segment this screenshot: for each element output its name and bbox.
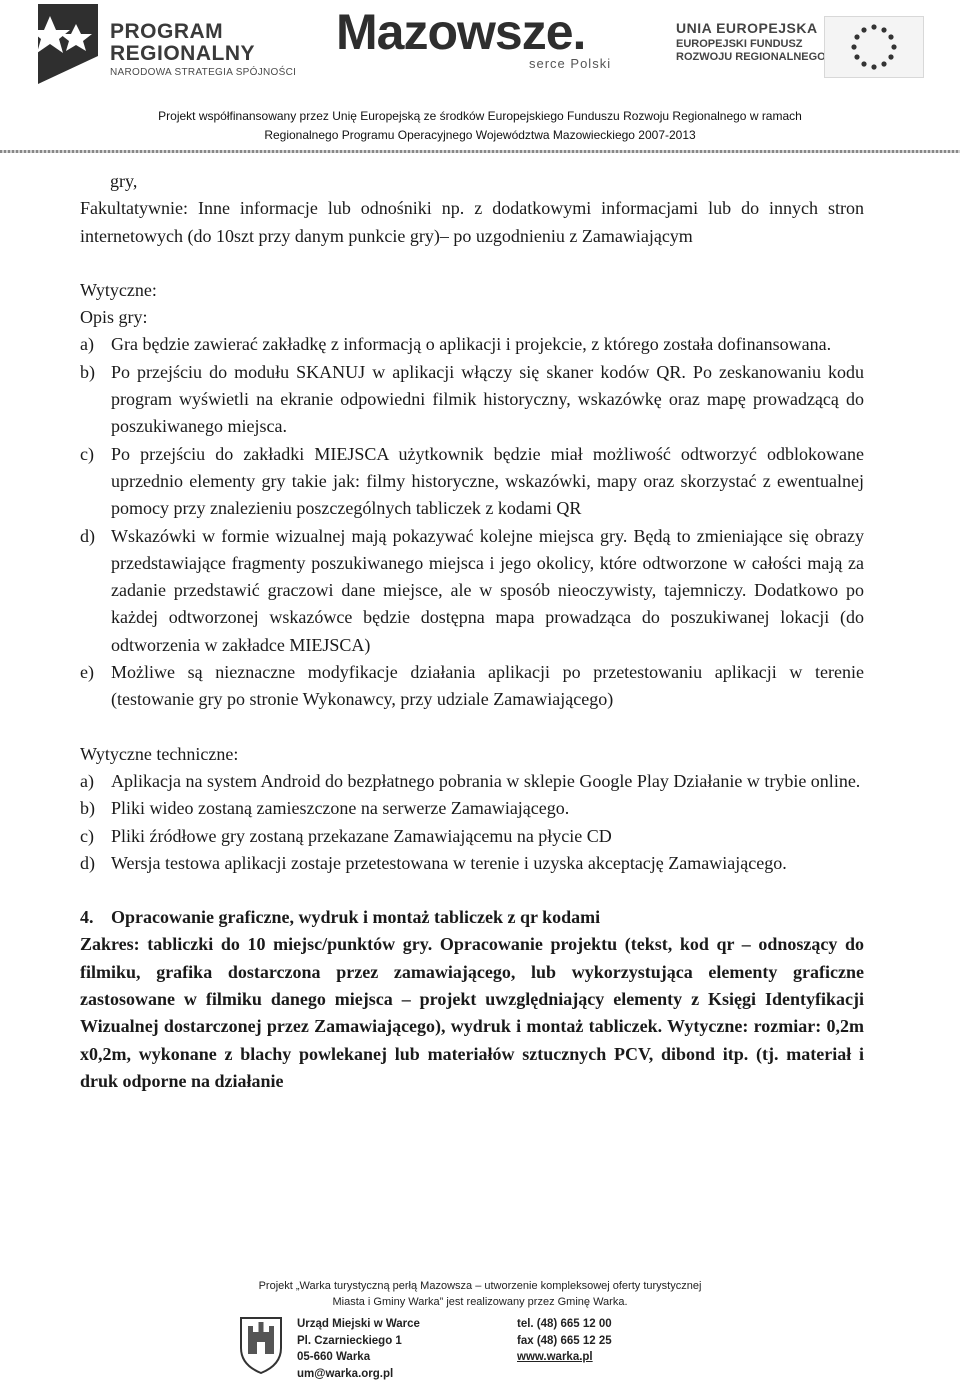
- list-item: [80, 331, 864, 358]
- mazowsze-logo: [336, 2, 626, 82]
- program-line-3: NARODOWA STRATEGIA SPÓJNOŚCI: [110, 67, 297, 78]
- list-item: [80, 523, 864, 659]
- eu-line-1: UNIA EUROPEJSKA: [676, 20, 818, 36]
- list-item-text: Po przejściu do zakładki MIEJSCA użytkownik będzie miał możliwość odtworzyć odblokowane uprzednio elementy gry takie jak: filmy historyczne, wskazówki, mapy oraz skorzystać z ewentualnej pomocy przy znalezieniu poszczególnych tabliczek z kodami QR: [111, 443, 864, 519]
- list-marker: a): [80, 770, 94, 791]
- technical-guidelines-list: [80, 768, 864, 877]
- guidelines-label: Wytyczne:: [80, 279, 157, 300]
- list-marker: e): [80, 662, 94, 683]
- eu-line-2: EUROPEJSKI FUNDUSZ: [676, 38, 803, 50]
- header-divider: [0, 150, 960, 153]
- list-marker: b): [80, 798, 95, 819]
- list-item-text: Możliwe są nieznaczne modyfikacje działania aplikacji po przetestowaniu aplikacji w terenie (testowanie gry po stronie Wykonawcy, przy udziale Zamawiającego): [111, 662, 864, 710]
- list-item-text: Po przejściu do modułu SKANUJ w aplikacji włączy się skaner kodów QR. Po zeskanowaniu kodu program wyświetli na ekranie odpowiedni filmik historyczny, wskazówkę oraz mapę prowadzącą do poszukiwanego miejsca.: [111, 361, 864, 437]
- game-description-label: Opis gry:: [80, 307, 148, 328]
- game-description-list: [80, 331, 864, 713]
- spacer: [80, 714, 864, 741]
- section-number: 4.: [80, 907, 94, 928]
- office-city: 05-660 Warka: [297, 1351, 371, 1363]
- document-body: [80, 168, 864, 1095]
- project-line-1: Projekt „Warka turystyczną perłą Mazowsza – utworzenie kompleksowej oferty turystycznej: [258, 1280, 702, 1292]
- list-item: [80, 823, 864, 850]
- office-email: um@warka.org.pl: [297, 1367, 394, 1380]
- intro-fragment: gry,: [110, 171, 138, 191]
- list-item: [80, 659, 864, 714]
- list-marker: c): [80, 825, 94, 846]
- list-item-text: Pliki źródłowe gry zostaną przekazane Zamawiającemu na płycie CD: [111, 825, 612, 846]
- eu-logo: [676, 16, 938, 76]
- program-regionalny-logo: [32, 4, 302, 84]
- section-4-body: Zakres: tabliczki do 10 miejsc/punktów gry. Opracowanie projektu (tekst, kod qr – odnoszący do filmiku, grafika dostarczona przez zamawiającego, lub wykorzystująca elementy graficzne zastosowane w filmiku danego miejsca – projekt uwzględniający elementy z Księgi Identyfikacji Wizualnej dostarczonej przez Zamawiającego), wydruk i montaż tabliczek. Wytyczne: rozmiar: 0,2m x0,2m, wykonane z blachy powlekanej lub materiałów sztucznych PCV, dibond itp. (tj. materiał i druk odporne na działanie: [80, 934, 864, 1091]
- spacer: [80, 877, 864, 904]
- list-item: [80, 359, 864, 441]
- warka-crest-icon: [238, 1312, 284, 1374]
- office-contact: [517, 1316, 612, 1366]
- list-marker: d): [80, 525, 95, 546]
- list-marker: a): [80, 334, 94, 355]
- list-item-text: Wskazówki w formie wizualnej mają pokazywać kolejne miejsca gry. Będą to zmieniające się obrazy przedstawiające fragmenty poszukiwanego miejsca i jego okolicy, które odtworzone w całości mają za zadanie przedstawić graczowi dane miejsce, ale w sposób nieoczywisty, tajemniczy. Dodatkowo po każdej odtworzonej wskazówce będzie dostępna mapa prowadząca do poszukiwanej lokacji (do odtworzenia w zakładce MIEJSCA): [111, 525, 864, 655]
- office-phone: tel. (48) 665 12 00: [517, 1318, 612, 1330]
- list-item: [80, 768, 864, 795]
- section-title: Opracowanie graficzne, wydruk i montaż tabliczek z qr kodami: [111, 907, 601, 928]
- list-item: [80, 441, 864, 523]
- project-note: [0, 1278, 960, 1310]
- list-item-text: Wersja testowa aplikacji zostaje przetestowana w terenie i uzyska akceptację Zamawiającego.: [111, 852, 787, 873]
- page-footer: [0, 1268, 960, 1385]
- cofinancing-note: [0, 107, 960, 145]
- mazowsze-tagline: serce Polski: [529, 56, 612, 71]
- office-address: [297, 1316, 420, 1382]
- list-marker: c): [80, 443, 94, 464]
- program-line-1: PROGRAM: [110, 20, 224, 43]
- office-website: www.warka.pl: [517, 1351, 593, 1363]
- list-item-text: Gra będzie zawierać zakładkę z informacją o aplikacji i projekcie, z którego została dofinansowana.: [111, 334, 832, 355]
- eu-line-3: ROZWOJU REGIONALNEGO: [676, 51, 826, 63]
- list-item-text: Aplikacja na system Android do bezpłatnego pobrania w sklepie Google Play Działanie w trybie online.: [111, 770, 861, 791]
- project-line-2: Miasta i Gminy Warka” jest realizowany przez Gminę Warka.: [332, 1296, 628, 1308]
- office-street: Pl. Czarnieckiego 1: [297, 1334, 402, 1347]
- list-marker: d): [80, 852, 95, 873]
- program-line-2: REGIONALNY: [110, 42, 256, 65]
- list-marker: b): [80, 361, 95, 382]
- list-item: [80, 795, 864, 822]
- eu-flag-icon: [824, 16, 924, 78]
- office-fax: fax (48) 665 12 25: [517, 1334, 612, 1347]
- program-regionalny-emblem-icon: [32, 4, 104, 84]
- mazowsze-wordmark: Mazowsze.: [336, 4, 586, 60]
- spacer: [80, 250, 864, 277]
- page-header: [0, 0, 960, 152]
- list-item-text: Pliki wideo zostaną zamieszczone na serwerze Zamawiającego.: [111, 798, 570, 819]
- cofinancing-line-1: Projekt współfinansowany przez Unię Europejską ze środków Europejskiego Funduszu Rozwoju Regionalnego w ramach: [158, 109, 802, 123]
- cofinancing-line-2: Regionalnego Programu Operacyjnego Województwa Mazowieckiego 2007-2013: [264, 128, 696, 142]
- section-4-heading: [80, 904, 864, 931]
- technical-guidelines-label: Wytyczne techniczne:: [80, 743, 239, 764]
- office-name: Urząd Miejski w Warce: [297, 1318, 420, 1330]
- list-item: [80, 850, 864, 877]
- optional-info-paragraph: Fakultatywnie: Inne informacje lub odnośniki np. z dodatkowymi informacjami lub do innych stron internetowych (do 10szt przy danym punkcie gry)– po uzgodnieniu z Zamawiającym: [80, 198, 864, 246]
